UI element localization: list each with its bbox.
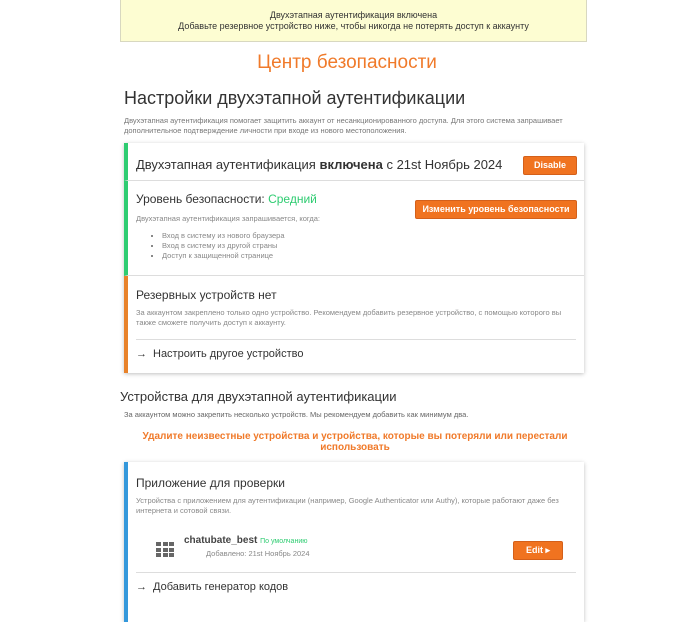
- level-item: ▪ Вход в систему из другой страны: [162, 241, 584, 251]
- security-level-label: Уровень безопасности: Средний: [136, 192, 317, 206]
- default-badge: По умолчанию: [260, 538, 308, 545]
- add-code-generator-link[interactable]: [136, 572, 576, 593]
- backup-description: За аккаунтом закреплено только одно устройство. Рекомендуем добавить резервное устройство, с помощью которого вы также сможете получить доступ к аккаунту.: [136, 308, 562, 327]
- backup-section: [124, 276, 584, 373]
- two-factor-card: [124, 143, 584, 373]
- banner-line2: Добавьте резервное устройство ниже, чтобы никогда не потерять доступ к аккаунту: [178, 21, 529, 31]
- device-name: chatubate_best По умолчанию: [184, 535, 308, 546]
- app-description: Устройства с приложением для аутентификации (например, Google Authenticator или Authy), которые работают даже без интернета и сотовой связи.: [136, 496, 559, 515]
- grid-icon: [156, 542, 174, 557]
- disable-button[interactable]: Disable: [523, 156, 577, 175]
- level-list: [162, 231, 584, 261]
- level-item: ▪ Доступ к защищенной странице: [162, 251, 584, 261]
- devices-warning: Удалите неизвестные устройства и устройства, которые вы потеряли или перестали использовать: [142, 431, 568, 453]
- status-text: Двухэтапная аутентификация включена с 21st Ноябрь 2024: [136, 157, 503, 172]
- security-level-section: [124, 181, 584, 276]
- page-title: Центр безопасности: [257, 52, 437, 73]
- arrow-right-icon: →: [136, 581, 147, 593]
- verification-app-card: [124, 462, 584, 622]
- devices-heading: Устройства для двухэтапной аутентификации: [120, 389, 397, 404]
- device-row: [136, 516, 576, 572]
- setup-device-link[interactable]: [136, 339, 576, 360]
- add-link-label: Добавить генератор кодов: [153, 581, 289, 593]
- banner-line1: Двухэтапная аутентификация включена: [269, 10, 438, 20]
- backup-title: Резервных устройств нет: [136, 288, 277, 302]
- level-item: ▪ Вход в систему из нового браузера: [162, 231, 584, 241]
- setup-link-label: Настроить другое устройство: [153, 348, 304, 360]
- arrow-right-icon: →: [136, 348, 147, 360]
- level-description: Двухэтапная аутентификация запрашивается, когда:: [136, 214, 320, 223]
- app-title: Приложение для проверки: [136, 476, 285, 490]
- settings-heading: Настройки двухэтапной аутентификации: [124, 88, 466, 108]
- edit-device-button[interactable]: Edit ▸: [513, 541, 563, 560]
- device-added-date: Добавлено: 21st Ноябрь 2024: [206, 549, 310, 558]
- devices-description: За аккаунтом можно закрепить несколько устройств. Мы рекомендуем добавить как минимум два.: [124, 410, 469, 419]
- status-row: [124, 143, 584, 181]
- settings-description: Двухэтапная аутентификация помогает защитить аккаунт от несанкционированного доступа. Для этого система запрашивает дополнительное подтверждение личности при входе из нового местоположения.: [124, 116, 563, 135]
- status-banner: [120, 0, 587, 42]
- change-level-button[interactable]: Изменить уровень безопасности: [415, 200, 577, 219]
